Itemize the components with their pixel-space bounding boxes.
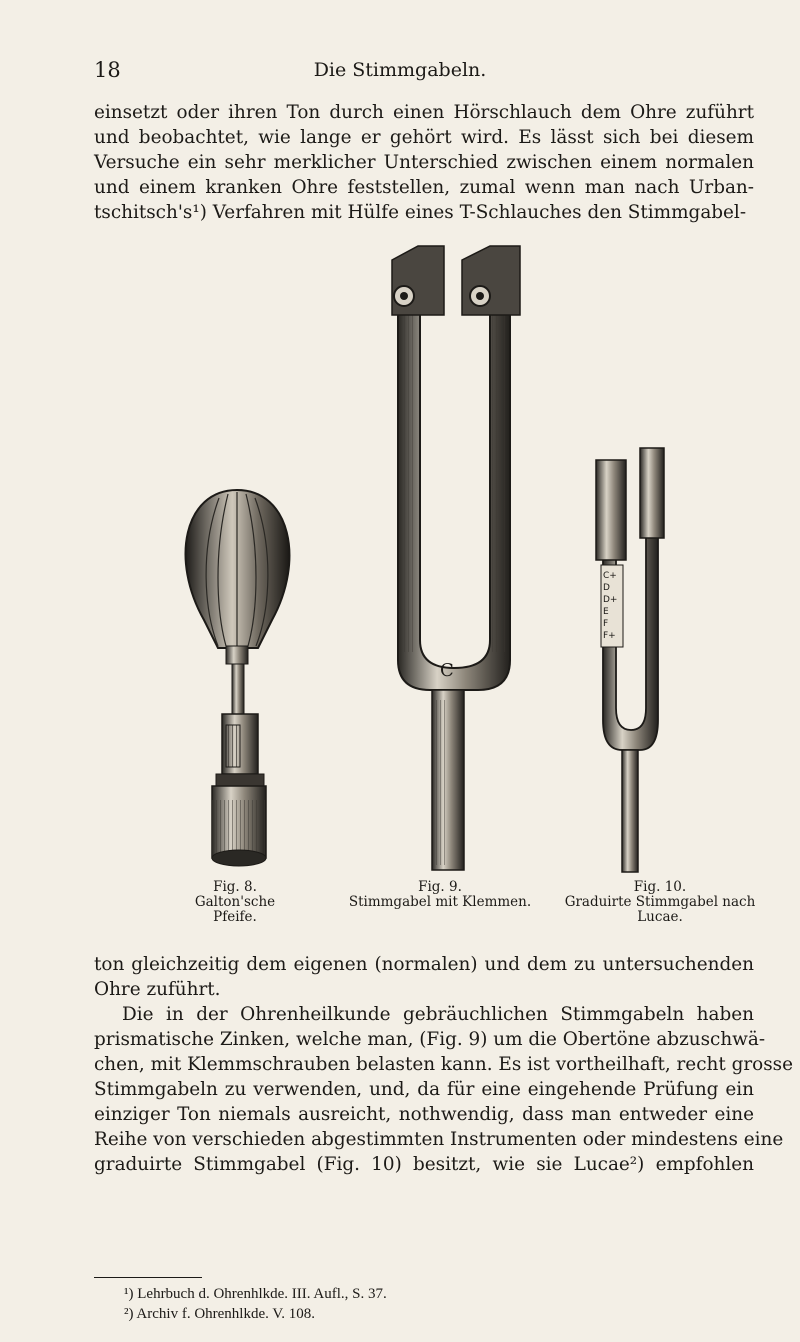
engraving-illustration <box>0 240 800 880</box>
scale-mark: F+ <box>603 631 616 641</box>
galton-whistle-drawing <box>186 490 290 866</box>
scale-mark: D+ <box>603 595 618 605</box>
text-line: und einem kranken Ohre feststellen, zumal wenn man nach Urban- <box>94 177 754 198</box>
footnote-divider <box>94 1277 202 1278</box>
text-line: und beobachtet, wie lange er gehört wird. Es lässt sich bei diesem <box>94 127 754 148</box>
text-line: Reihe von verschieden abgestimmten Instrumenten oder mindestens eine <box>94 1129 784 1150</box>
text-line: Stimmgabeln zu verwenden, und, da für eine eingehende Prüfung ein <box>94 1079 754 1100</box>
figure-10-caption <box>545 880 775 925</box>
figure-number: Fig. 8. <box>213 879 257 895</box>
graduated-tuning-fork-drawing <box>596 448 664 872</box>
figure-caption-text: Graduirte Stimmgabel nach Lucae. <box>564 894 756 925</box>
scale-mark: C+ <box>603 571 617 581</box>
figure-number: Fig. 9. <box>418 879 462 895</box>
fork-letter: C <box>440 660 454 681</box>
text-line: tschitsch's¹) Verfahren mit Hülfe eines T-Schlauches den Stimmgabel- <box>94 202 747 223</box>
tuning-fork-with-clamps-drawing <box>392 246 520 870</box>
footnotes <box>124 1284 387 1324</box>
text-line: Versuche ein sehr merklicher Unterschied zwischen einem normalen <box>94 152 754 173</box>
text-line: Ohre zuführt. <box>94 979 221 1000</box>
text-line: einziger Ton niemals ausreicht, nothwendig, dass man entweder eine <box>94 1104 754 1125</box>
text-line: Die in der Ohrenheilkunde gebräuchlichen Stimmgabeln haben <box>122 1004 754 1025</box>
text-line: chen, mit Klemmschrauben belasten kann. Es ist vortheilhaft, recht grosse <box>94 1054 793 1075</box>
paragraph-1 <box>94 100 754 225</box>
scale-mark: D <box>603 583 610 593</box>
running-title: Die Stimmgabeln. <box>313 59 487 81</box>
figure-illustrations <box>0 240 800 880</box>
footnote: ²) Archiv f. Ohrenhlkde. V. 108. <box>124 1306 316 1322</box>
scale-mark: F <box>603 619 609 629</box>
text-line: graduirte Stimmgabel (Fig. 10) besitzt, wie sie Lucae²) empfohlen <box>94 1154 754 1175</box>
page-number: 18 <box>94 58 121 82</box>
figure-number: Fig. 10. <box>633 879 687 895</box>
figure-caption-text: Galton'sche Pfeife. <box>194 894 276 925</box>
scale-mark: E <box>603 607 609 617</box>
figure-9-caption <box>340 880 540 910</box>
page-header <box>0 58 800 84</box>
figure-caption-text: Stimmgabel mit Klemmen. <box>348 894 532 910</box>
figure-8-caption <box>180 880 290 925</box>
text-line: ton gleichzeitig dem eigenen (normalen) und dem zu untersuchenden <box>94 954 754 975</box>
footnote: ¹) Lehrbuch d. Ohrenhlkde. III. Aufl., S. 37. <box>124 1286 387 1302</box>
text-line: einsetzt oder ihren Ton durch einen Hörschlauch dem Ohre zuführt <box>94 102 754 123</box>
paragraph-2 <box>94 952 793 1177</box>
text-line: prismatische Zinken, welche man, (Fig. 9) um die Obertöne abzuschwä- <box>94 1029 766 1050</box>
